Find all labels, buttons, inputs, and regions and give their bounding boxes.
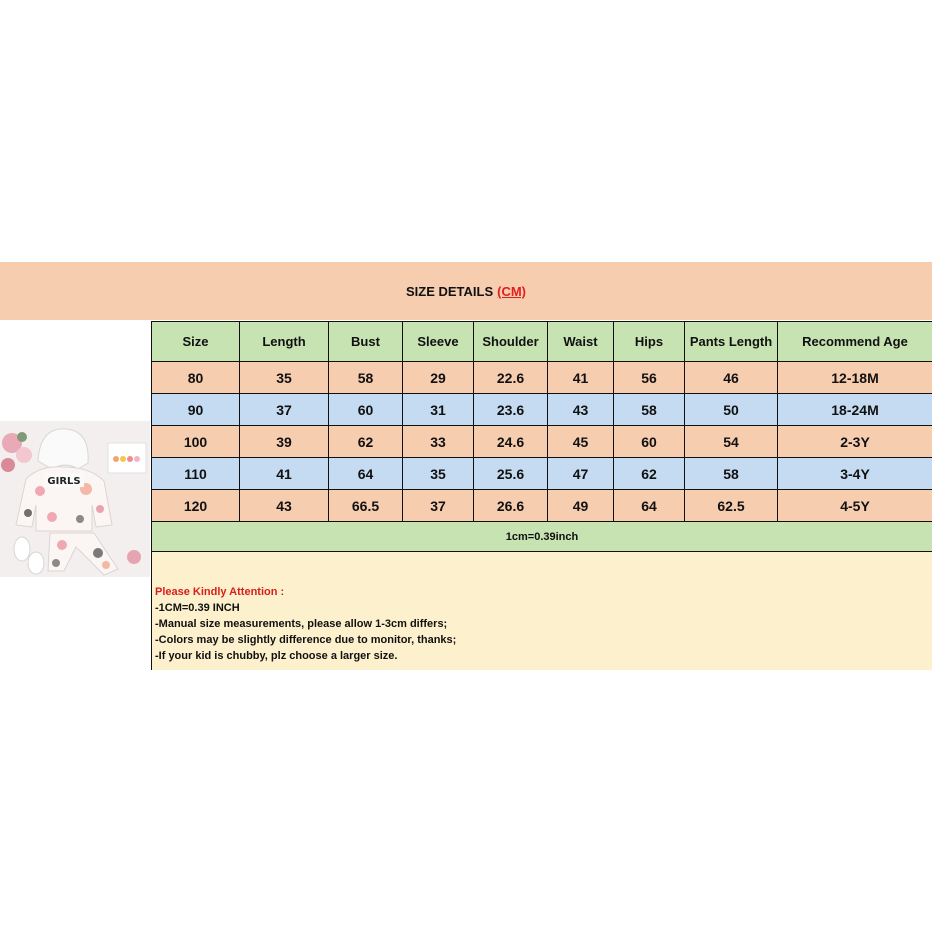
table-cell: 35 bbox=[403, 458, 474, 490]
table-cell: 47 bbox=[548, 458, 614, 490]
attention-notes bbox=[151, 552, 932, 670]
note-line: -Colors may be slightly difference due to monitor, thanks; bbox=[155, 634, 457, 646]
notes-heading: Please Kindly Attention : bbox=[155, 586, 285, 598]
table-cell: 43 bbox=[548, 394, 614, 426]
table-cell: 120 bbox=[152, 490, 240, 522]
table-row bbox=[152, 362, 932, 394]
table-cell: 60 bbox=[329, 394, 403, 426]
table-cell: 58 bbox=[685, 458, 778, 490]
header-cell: Length bbox=[240, 322, 329, 362]
table-cell: 35 bbox=[240, 362, 329, 394]
size-chart-table bbox=[151, 321, 932, 522]
table-cell: 45 bbox=[548, 426, 614, 458]
size-details-banner bbox=[0, 262, 932, 320]
unit-conversion-row: 1cm=0.39inch bbox=[151, 522, 932, 552]
table-row bbox=[152, 394, 932, 426]
note-line: -Manual size measurements, please allow 1-3cm differs; bbox=[155, 618, 448, 630]
table-cell: 39 bbox=[240, 426, 329, 458]
table-cell: 58 bbox=[329, 362, 403, 394]
table-cell: 62.5 bbox=[685, 490, 778, 522]
table-cell: 60 bbox=[614, 426, 685, 458]
table-cell: 37 bbox=[240, 394, 329, 426]
table-cell: 23.6 bbox=[474, 394, 548, 426]
header-cell: Shoulder bbox=[474, 322, 548, 362]
header-cell: Size bbox=[152, 322, 240, 362]
table-cell: 54 bbox=[685, 426, 778, 458]
table-cell: 50 bbox=[685, 394, 778, 426]
table-cell: 37 bbox=[403, 490, 474, 522]
table-cell: 80 bbox=[152, 362, 240, 394]
table-cell: 41 bbox=[548, 362, 614, 394]
table-cell: 90 bbox=[152, 394, 240, 426]
table-cell: 3-4Y bbox=[778, 458, 932, 490]
table-cell: 56 bbox=[614, 362, 685, 394]
table-row bbox=[152, 458, 932, 490]
table-cell: 46 bbox=[685, 362, 778, 394]
table-cell: 41 bbox=[240, 458, 329, 490]
table-cell: 24.6 bbox=[474, 426, 548, 458]
header-cell: Waist bbox=[548, 322, 614, 362]
header-cell: Bust bbox=[329, 322, 403, 362]
table-cell: 64 bbox=[329, 458, 403, 490]
banner-unit: (CM) bbox=[497, 283, 527, 299]
girls-print-text: GIRLS bbox=[47, 476, 81, 487]
header-cell: Recommend Age bbox=[778, 322, 932, 362]
table-cell: 58 bbox=[614, 394, 685, 426]
table-cell: 4-5Y bbox=[778, 490, 932, 522]
table-cell: 12-18M bbox=[778, 362, 932, 394]
table-cell: 25.6 bbox=[474, 458, 548, 490]
header-cell: Hips bbox=[614, 322, 685, 362]
outfit-illustration bbox=[0, 421, 150, 577]
table-cell: 18-24M bbox=[778, 394, 932, 426]
table-row bbox=[152, 490, 932, 522]
header-row bbox=[152, 322, 932, 362]
table-cell: 33 bbox=[403, 426, 474, 458]
header-cell: Sleeve bbox=[403, 322, 474, 362]
table-cell: 43 bbox=[240, 490, 329, 522]
banner-title: SIZE DETAILS bbox=[405, 283, 494, 299]
table-cell: 29 bbox=[403, 362, 474, 394]
table-cell: 26.6 bbox=[474, 490, 548, 522]
table-cell: 49 bbox=[548, 490, 614, 522]
table-cell: 62 bbox=[614, 458, 685, 490]
table-cell: 2-3Y bbox=[778, 426, 932, 458]
table-cell: 66.5 bbox=[329, 490, 403, 522]
table-cell: 64 bbox=[614, 490, 685, 522]
table-cell: 100 bbox=[152, 426, 240, 458]
table-cell: 22.6 bbox=[474, 362, 548, 394]
note-line: -1CM=0.39 INCH bbox=[155, 602, 240, 614]
note-line: -If your kid is chubby, plz choose a larger size. bbox=[155, 650, 398, 662]
product-photo bbox=[0, 421, 150, 577]
table-cell: 62 bbox=[329, 426, 403, 458]
header-cell: Pants Length bbox=[685, 322, 778, 362]
table-cell: 110 bbox=[152, 458, 240, 490]
table-cell: 31 bbox=[403, 394, 474, 426]
table-row bbox=[152, 426, 932, 458]
